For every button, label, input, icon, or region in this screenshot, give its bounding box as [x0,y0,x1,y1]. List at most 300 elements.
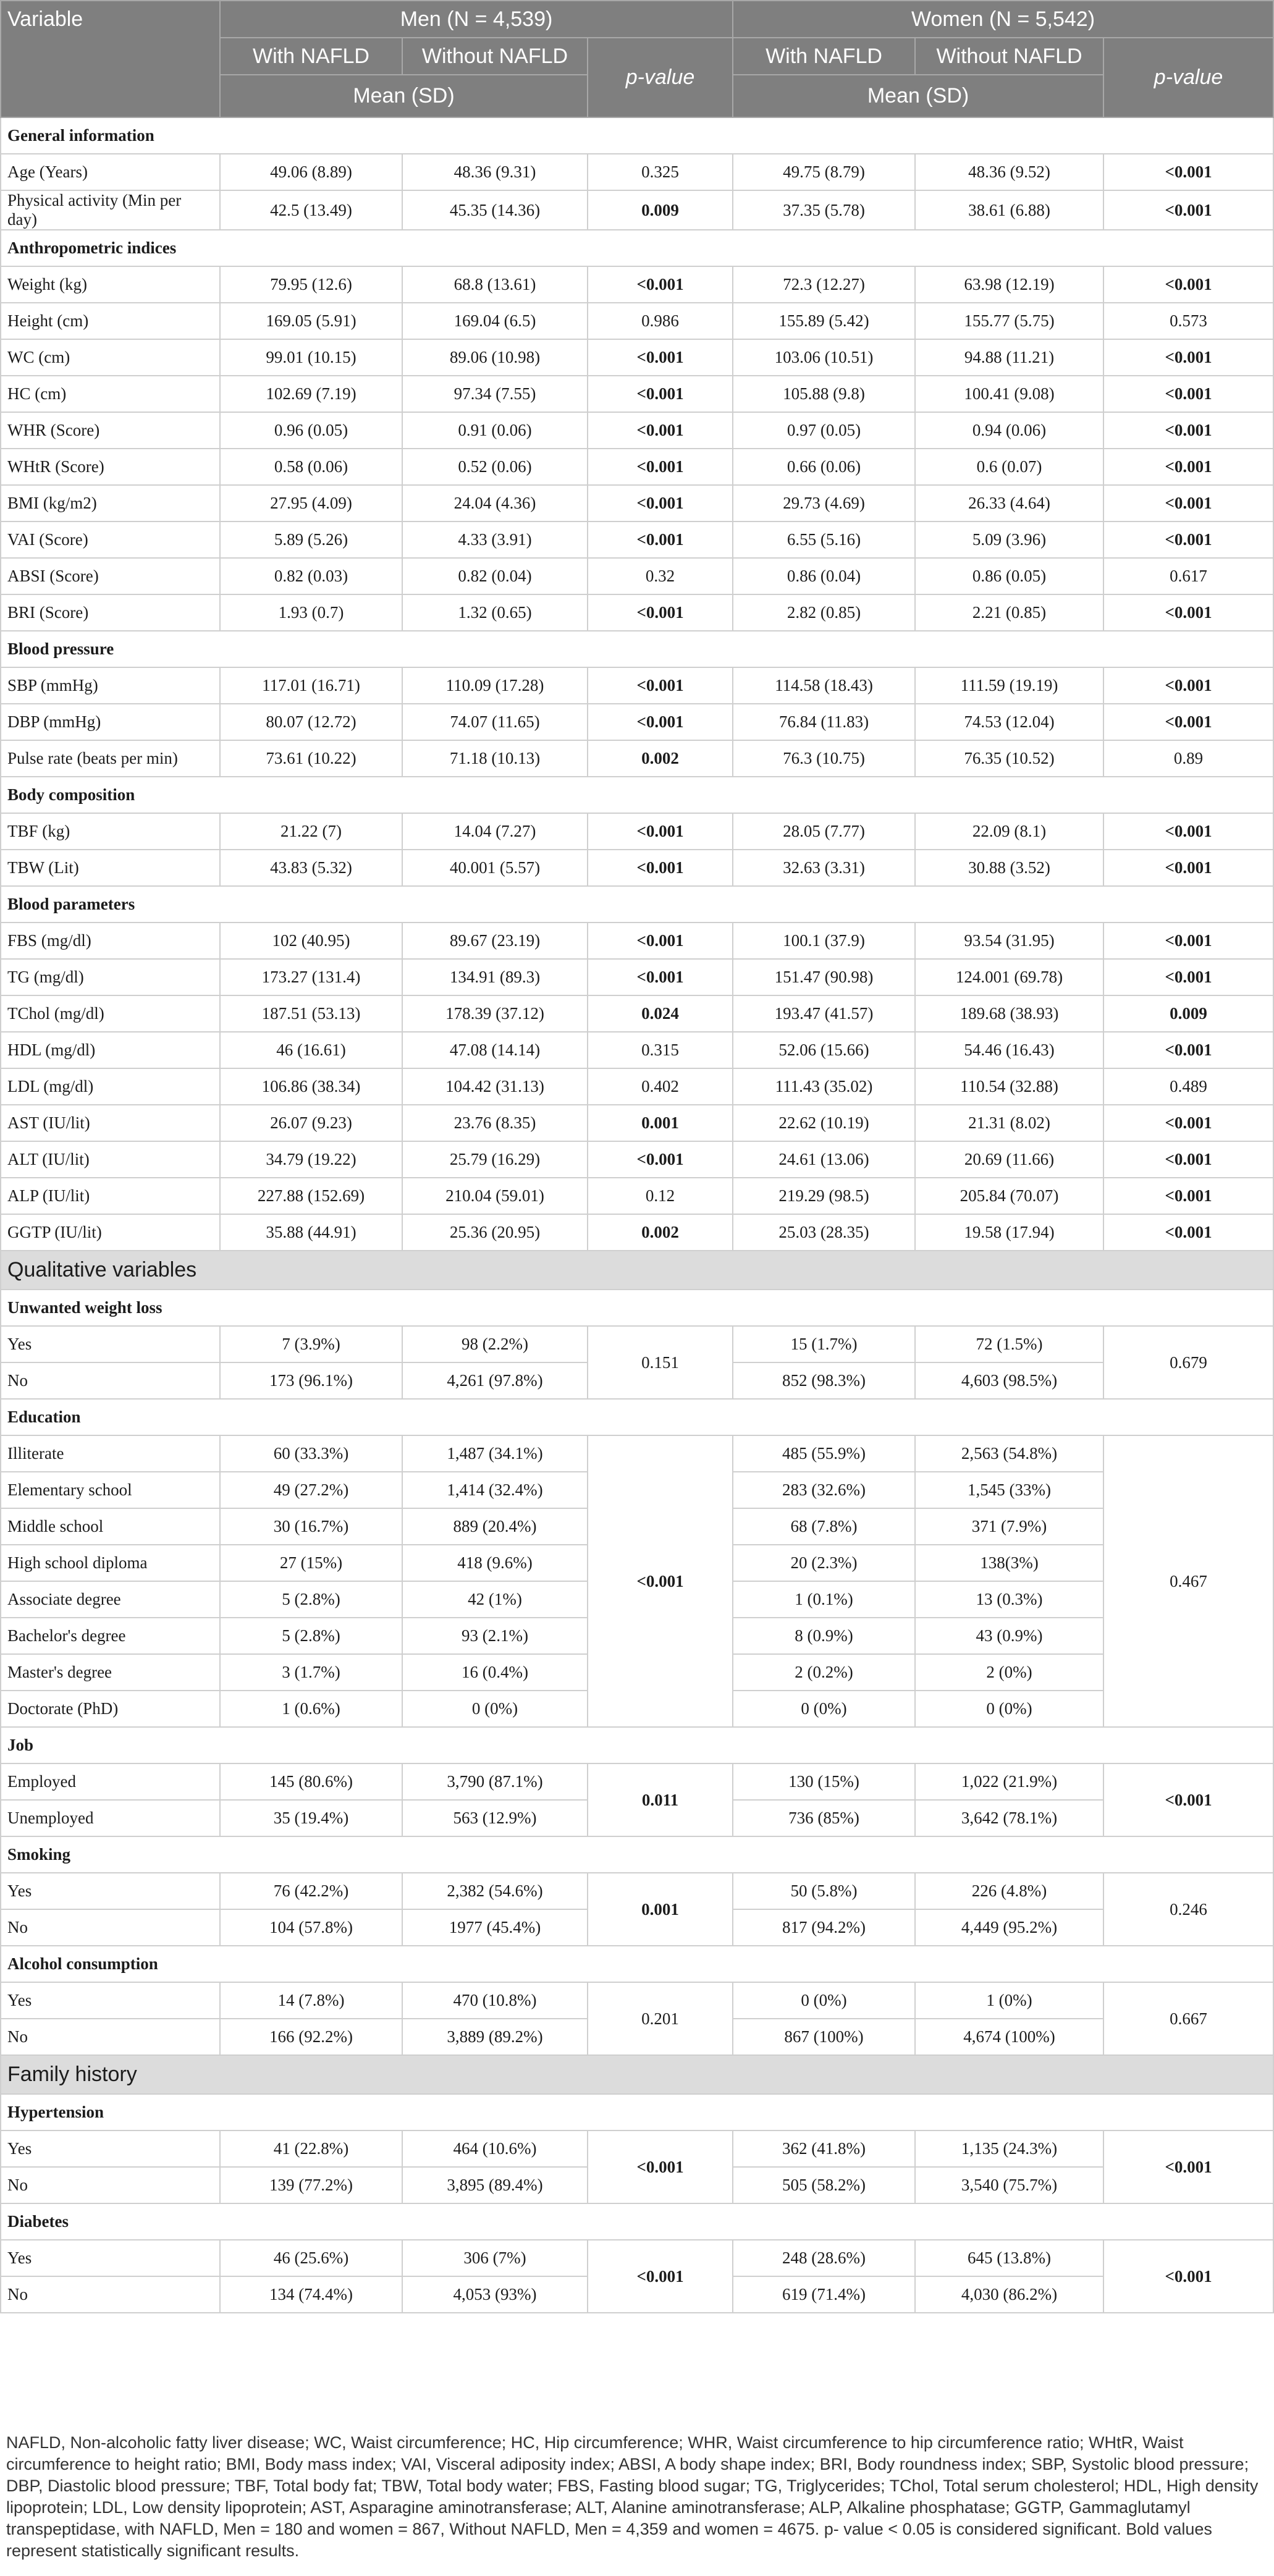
men-without-cell: 47.08 (14.14) [402,1032,588,1068]
men-with-cell: 104 (57.8%) [220,1909,402,1946]
men-pvalue-cell: <0.001 [588,1435,733,1727]
women-with-cell: 52.06 (15.66) [733,1032,915,1068]
women-without-cell: 0 (0%) [915,1691,1103,1727]
women-without-cell: 1,135 (24.3%) [915,2130,1103,2167]
women-without-cell: 5.09 (3.96) [915,522,1103,558]
men-with-cell: 76 (42.2%) [220,1873,402,1909]
men-with-cell: 169.05 (5.91) [220,303,402,339]
row-label: Pulse rate (beats per min) [1,740,220,777]
women-with-cell: 100.1 (37.9) [733,923,915,959]
men-with-cell: 73.61 (10.22) [220,740,402,777]
table-row [1,412,1273,449]
men-pvalue-cell: <0.001 [588,667,733,704]
row-label: FBS (mg/dl) [1,923,220,959]
men-without-cell: 0 (0%) [402,1691,588,1727]
table-row [1,704,1273,740]
men-pvalue-cell: 0.011 [588,1763,733,1836]
men-with-cell: 166 (92.2%) [220,2019,402,2055]
men-without-cell: 2,382 (54.6%) [402,1873,588,1909]
men-with-cell: 46 (25.6%) [220,2240,402,2276]
table-row [1,1326,1273,1362]
row-label: WHtR (Score) [1,449,220,485]
table-row [1,923,1273,959]
group-label: Alcohol consumption [1,1946,1273,1982]
row-label: TG (mg/dl) [1,959,220,995]
row-label: Age (Years) [1,154,220,190]
table-row [1,303,1273,339]
women-with-cell: 2.82 (0.85) [733,594,915,631]
men-without-cell: 74.07 (11.65) [402,704,588,740]
women-pvalue-cell: <0.001 [1103,1178,1273,1214]
men-without-cell: 306 (7%) [402,2240,588,2276]
women-without-cell: 43 (0.9%) [915,1618,1103,1654]
men-without-cell: 1,414 (32.4%) [402,1472,588,1508]
women-with-cell: 37.35 (5.78) [733,190,915,230]
women-with-cell: 25.03 (28.35) [733,1214,915,1251]
row-label: No [1,2276,220,2313]
men-without-cell: 68.8 (13.61) [402,266,588,303]
table-row [1,1178,1273,1214]
men-pvalue-cell: <0.001 [588,923,733,959]
row-label: Middle school [1,1508,220,1545]
men-pvalue-cell: <0.001 [588,339,733,376]
men-pvalue-cell: 0.986 [588,303,733,339]
table-header [1,1,1273,117]
men-without-cell: 3,790 (87.1%) [402,1763,588,1800]
men-with-cell: 34.79 (19.22) [220,1141,402,1178]
women-pvalue-cell: <0.001 [1103,339,1273,376]
row-label: Elementary school [1,1472,220,1508]
men-pvalue-cell: <0.001 [588,376,733,412]
women-without-cell: 13 (0.3%) [915,1581,1103,1618]
women-with-cell: 24.61 (13.06) [733,1141,915,1178]
men-with-cell: 0.96 (0.05) [220,412,402,449]
row-label: Master's degree [1,1654,220,1691]
men-pvalue-cell: 0.001 [588,1105,733,1141]
group-label: Unwanted weight loss [1,1290,1273,1326]
row-label: TChol (mg/dl) [1,995,220,1032]
men-with-cell: 3 (1.7%) [220,1654,402,1691]
women-pvalue-cell: <0.001 [1103,2130,1273,2203]
group-label: Hypertension [1,2094,1273,2130]
women-without-cell: 155.77 (5.75) [915,303,1103,339]
women-pvalue-cell: 0.246 [1103,1873,1273,1946]
women-pvalue-cell: <0.001 [1103,813,1273,850]
row-label: Illiterate [1,1435,220,1472]
men-with-cell: 49.06 (8.89) [220,154,402,190]
group-row [1,1836,1273,1873]
men-without-cell: 1,487 (34.1%) [402,1435,588,1472]
women-pvalue-cell: <0.001 [1103,704,1273,740]
men-pvalue-cell: 0.12 [588,1178,733,1214]
table-row [1,1068,1273,1105]
women-pvalue-cell: <0.001 [1103,959,1273,995]
group-label: Body composition [1,777,1273,813]
men-pvalue-cell: 0.151 [588,1326,733,1399]
row-label: Weight (kg) [1,266,220,303]
table-row [1,1032,1273,1068]
group-label: Blood parameters [1,886,1273,923]
men-without-cell: 0.52 (0.06) [402,449,588,485]
women-pvalue-cell: <0.001 [1103,1214,1273,1251]
table-row [1,995,1273,1032]
women-with-cell: 362 (41.8%) [733,2130,915,2167]
table-row [1,190,1273,230]
men-with-cell: 49 (27.2%) [220,1472,402,1508]
women-without-cell: 4,674 (100%) [915,2019,1103,2055]
women-with-cell: 248 (28.6%) [733,2240,915,2276]
women-without-cell: 72 (1.5%) [915,1326,1103,1362]
women-without-cell: 2.21 (0.85) [915,594,1103,631]
header-women-pvalue: p-value [1103,38,1273,117]
women-with-cell: 22.62 (10.19) [733,1105,915,1141]
men-pvalue-cell: 0.002 [588,740,733,777]
men-without-cell: 89.67 (23.19) [402,923,588,959]
men-without-cell: 0.82 (0.04) [402,558,588,594]
women-with-cell: 151.47 (90.98) [733,959,915,995]
men-pvalue-cell: <0.001 [588,959,733,995]
men-with-cell: 41 (22.8%) [220,2130,402,2167]
row-label: WHR (Score) [1,412,220,449]
row-label: No [1,2019,220,2055]
women-with-cell: 130 (15%) [733,1763,915,1800]
women-pvalue-cell: <0.001 [1103,923,1273,959]
men-pvalue-cell: <0.001 [588,704,733,740]
men-with-cell: 173 (96.1%) [220,1362,402,1399]
row-label: No [1,2167,220,2203]
group-label: Blood pressure [1,631,1273,667]
women-with-cell: 485 (55.9%) [733,1435,915,1472]
header-men: Men (N = 4,539) [220,1,733,38]
table-row [1,558,1273,594]
header-women-without: Without NAFLD [915,38,1103,75]
women-without-cell: 138(3%) [915,1545,1103,1581]
men-without-cell: 48.36 (9.31) [402,154,588,190]
men-without-cell: 4,261 (97.8%) [402,1362,588,1399]
group-label: Education [1,1399,1273,1435]
women-pvalue-cell: <0.001 [1103,154,1273,190]
table-row [1,1141,1273,1178]
women-without-cell: 26.33 (4.64) [915,485,1103,522]
table-row [1,376,1273,412]
table-row [1,1873,1273,1909]
women-with-cell: 736 (85%) [733,1800,915,1836]
women-pvalue-cell: <0.001 [1103,449,1273,485]
women-pvalue-cell: 0.617 [1103,558,1273,594]
women-with-cell: 619 (71.4%) [733,2276,915,2313]
men-without-cell: 25.79 (16.29) [402,1141,588,1178]
women-without-cell: 74.53 (12.04) [915,704,1103,740]
men-pvalue-cell: 0.002 [588,1214,733,1251]
women-with-cell: 852 (98.3%) [733,1362,915,1399]
men-pvalue-cell: <0.001 [588,412,733,449]
men-without-cell: 418 (9.6%) [402,1545,588,1581]
women-with-cell: 76.84 (11.83) [733,704,915,740]
row-label: Height (cm) [1,303,220,339]
men-without-cell: 210.04 (59.01) [402,1178,588,1214]
section-row [1,2055,1273,2094]
row-label: HC (cm) [1,376,220,412]
men-without-cell: 71.18 (10.13) [402,740,588,777]
men-without-cell: 42 (1%) [402,1581,588,1618]
section-row [1,1251,1273,1290]
women-with-cell: 50 (5.8%) [733,1873,915,1909]
men-without-cell: 563 (12.9%) [402,1800,588,1836]
section-label: Family history [1,2055,1273,2094]
women-pvalue-cell: <0.001 [1103,2240,1273,2313]
women-pvalue-cell: 0.489 [1103,1068,1273,1105]
women-with-cell: 103.06 (10.51) [733,339,915,376]
men-pvalue-cell: 0.009 [588,190,733,230]
men-without-cell: 24.04 (4.36) [402,485,588,522]
header-variable: Variable [1,1,220,117]
group-label: Smoking [1,1836,1273,1873]
women-without-cell: 19.58 (17.94) [915,1214,1103,1251]
women-without-cell: 20.69 (11.66) [915,1141,1103,1178]
group-row [1,1399,1273,1435]
women-without-cell: 54.46 (16.43) [915,1032,1103,1068]
table-row [1,740,1273,777]
men-with-cell: 60 (33.3%) [220,1435,402,1472]
men-with-cell: 117.01 (16.71) [220,667,402,704]
women-with-cell: 0.86 (0.04) [733,558,915,594]
row-label: BMI (kg/m2) [1,485,220,522]
row-label: Yes [1,1873,220,1909]
women-without-cell: 1,022 (21.9%) [915,1763,1103,1800]
men-without-cell: 25.36 (20.95) [402,1214,588,1251]
women-with-cell: 32.63 (3.31) [733,850,915,886]
women-with-cell: 76.3 (10.75) [733,740,915,777]
men-with-cell: 102.69 (7.19) [220,376,402,412]
women-with-cell: 0.66 (0.06) [733,449,915,485]
table-row [1,522,1273,558]
women-with-cell: 283 (32.6%) [733,1472,915,1508]
men-pvalue-cell: 0.402 [588,1068,733,1105]
men-without-cell: 134.91 (89.3) [402,959,588,995]
group-row [1,230,1273,266]
men-with-cell: 5.89 (5.26) [220,522,402,558]
row-label: WC (cm) [1,339,220,376]
men-without-cell: 97.34 (7.55) [402,376,588,412]
women-without-cell: 30.88 (3.52) [915,850,1103,886]
table-row [1,667,1273,704]
row-label: ALT (IU/lit) [1,1141,220,1178]
women-pvalue-cell: <0.001 [1103,850,1273,886]
men-pvalue-cell: <0.001 [588,2240,733,2313]
women-with-cell: 193.47 (41.57) [733,995,915,1032]
row-label: Employed [1,1763,220,1800]
row-label: AST (IU/lit) [1,1105,220,1141]
men-pvalue-cell: 0.325 [588,154,733,190]
women-without-cell: 48.36 (9.52) [915,154,1103,190]
row-label: DBP (mmHg) [1,704,220,740]
men-without-cell: 14.04 (7.27) [402,813,588,850]
men-with-cell: 102 (40.95) [220,923,402,959]
table-row [1,154,1273,190]
women-with-cell: 817 (94.2%) [733,1909,915,1946]
women-pvalue-cell: 0.009 [1103,995,1273,1032]
group-label: Anthropometric indices [1,230,1273,266]
women-without-cell: 4,603 (98.5%) [915,1362,1103,1399]
women-without-cell: 76.35 (10.52) [915,740,1103,777]
group-row [1,1290,1273,1326]
table-row [1,813,1273,850]
men-pvalue-cell: 0.315 [588,1032,733,1068]
men-with-cell: 5 (2.8%) [220,1618,402,1654]
men-with-cell: 227.88 (152.69) [220,1178,402,1214]
men-without-cell: 889 (20.4%) [402,1508,588,1545]
women-with-cell: 867 (100%) [733,2019,915,2055]
women-with-cell: 505 (58.2%) [733,2167,915,2203]
men-with-cell: 1 (0.6%) [220,1691,402,1727]
women-without-cell: 94.88 (11.21) [915,339,1103,376]
women-without-cell: 0.94 (0.06) [915,412,1103,449]
women-with-cell: 29.73 (4.69) [733,485,915,522]
men-pvalue-cell: <0.001 [588,813,733,850]
men-with-cell: 99.01 (10.15) [220,339,402,376]
men-without-cell: 1977 (45.4%) [402,1909,588,1946]
group-row [1,631,1273,667]
women-pvalue-cell: 0.467 [1103,1435,1273,1727]
men-without-cell: 4.33 (3.91) [402,522,588,558]
women-without-cell: 111.59 (19.19) [915,667,1103,704]
women-without-cell: 189.68 (38.93) [915,995,1103,1032]
women-without-cell: 226 (4.8%) [915,1873,1103,1909]
women-with-cell: 0 (0%) [733,1982,915,2019]
table-row [1,959,1273,995]
table-footnote: NAFLD, Non-alcoholic fatty liver disease; WC, Waist circumference; HC, Hip circumference; WHR, Waist circumference to hip circumference ratio; WHtR, Waist circumference to height ratio; BMI, Body mass index; VAI, Visceral adiposity index; ABSI, A body shape index; BRI, Body roundness index; SBP, Systolic blood pressure; DBP, Diastolic blood pressure; TBF, Total body fat; TBW, Total body water; FBS, Fasting blood sugar; TG, Triglycerides; TChol, Total serum cholesterol; HDL, High density lipoprotein; LDL, Low density lipoprotein; AST, Asparagine aminotransferase; ALT, Alanine aminotransferase; ALP, Alkaline phosphatase; GGTP, Gammaglutamyl transpeptidase, with NAFLD, Men = 180 and women = 867, Without NAFLD, Men = 4,359 and women = 4675. p- value < 0.05 is considered significant. Bold values represent statistically significant results. [6,2433,1259,2560]
row-label: SBP (mmHg) [1,667,220,704]
women-pvalue-cell: <0.001 [1103,522,1273,558]
header-men-without: Without NAFLD [402,38,588,75]
women-without-cell: 2,563 (54.8%) [915,1435,1103,1472]
men-pvalue-cell: <0.001 [588,485,733,522]
men-pvalue-cell: 0.001 [588,1873,733,1946]
table-row [1,449,1273,485]
row-label: GGTP (IU/lit) [1,1214,220,1251]
row-label: TBF (kg) [1,813,220,850]
women-with-cell: 2 (0.2%) [733,1654,915,1691]
row-label: Unemployed [1,1800,220,1836]
table-row [1,339,1273,376]
women-with-cell: 111.43 (35.02) [733,1068,915,1105]
men-without-cell: 3,889 (89.2%) [402,2019,588,2055]
header-women-meansd: Mean (SD) [733,75,1103,117]
row-label: BRI (Score) [1,594,220,631]
women-with-cell: 8 (0.9%) [733,1618,915,1654]
women-with-cell: 49.75 (8.79) [733,154,915,190]
group-row [1,1946,1273,1982]
row-label: TBW (Lit) [1,850,220,886]
men-with-cell: 145 (80.6%) [220,1763,402,1800]
men-without-cell: 169.04 (6.5) [402,303,588,339]
group-label: General information [1,117,1273,154]
men-with-cell: 14 (7.8%) [220,1982,402,2019]
women-with-cell: 68 (7.8%) [733,1508,915,1545]
women-with-cell: 114.58 (18.43) [733,667,915,704]
men-with-cell: 27.95 (4.09) [220,485,402,522]
table-body [1,117,1273,2313]
women-pvalue-cell: <0.001 [1103,1763,1273,1836]
men-with-cell: 0.82 (0.03) [220,558,402,594]
row-label: Yes [1,2240,220,2276]
men-pvalue-cell: <0.001 [588,522,733,558]
row-label: Physical activity (Min per day) [1,190,220,230]
women-without-cell: 63.98 (12.19) [915,266,1103,303]
table-row [1,1982,1273,2019]
women-without-cell: 124.001 (69.78) [915,959,1103,995]
women-pvalue-cell: <0.001 [1103,594,1273,631]
men-without-cell: 178.39 (37.12) [402,995,588,1032]
women-with-cell: 72.3 (12.27) [733,266,915,303]
women-pvalue-cell: 0.679 [1103,1326,1273,1399]
women-without-cell: 4,030 (86.2%) [915,2276,1103,2313]
men-without-cell: 110.09 (17.28) [402,667,588,704]
men-without-cell: 3,895 (89.4%) [402,2167,588,2203]
women-pvalue-cell: <0.001 [1103,190,1273,230]
group-row [1,777,1273,813]
women-without-cell: 38.61 (6.88) [915,190,1103,230]
women-pvalue-cell: <0.001 [1103,376,1273,412]
men-without-cell: 0.91 (0.06) [402,412,588,449]
women-without-cell: 371 (7.9%) [915,1508,1103,1545]
table-row [1,594,1273,631]
women-without-cell: 645 (13.8%) [915,2240,1103,2276]
row-label: High school diploma [1,1545,220,1581]
header-men-pvalue: p-value [588,38,733,117]
men-with-cell: 26.07 (9.23) [220,1105,402,1141]
men-pvalue-cell: 0.201 [588,1982,733,2055]
men-with-cell: 5 (2.8%) [220,1581,402,1618]
row-label: ALP (IU/lit) [1,1178,220,1214]
men-with-cell: 134 (74.4%) [220,2276,402,2313]
group-row [1,886,1273,923]
men-without-cell: 89.06 (10.98) [402,339,588,376]
men-with-cell: 21.22 (7) [220,813,402,850]
header-men-with: With NAFLD [220,38,402,75]
women-pvalue-cell: <0.001 [1103,1105,1273,1141]
men-with-cell: 80.07 (12.72) [220,704,402,740]
women-without-cell: 22.09 (8.1) [915,813,1103,850]
men-pvalue-cell: <0.001 [588,850,733,886]
header-women-with: With NAFLD [733,38,915,75]
women-with-cell: 0 (0%) [733,1691,915,1727]
men-without-cell: 16 (0.4%) [402,1654,588,1691]
men-without-cell: 93 (2.1%) [402,1618,588,1654]
header-men-meansd: Mean (SD) [220,75,588,117]
men-with-cell: 46 (16.61) [220,1032,402,1068]
women-with-cell: 155.89 (5.42) [733,303,915,339]
group-row [1,2203,1273,2240]
men-with-cell: 106.86 (38.34) [220,1068,402,1105]
men-pvalue-cell: 0.32 [588,558,733,594]
men-pvalue-cell: <0.001 [588,449,733,485]
men-pvalue-cell: <0.001 [588,2130,733,2203]
women-without-cell: 100.41 (9.08) [915,376,1103,412]
group-row [1,1727,1273,1763]
women-with-cell: 219.29 (98.5) [733,1178,915,1214]
table-row [1,1105,1273,1141]
men-with-cell: 35.88 (44.91) [220,1214,402,1251]
women-pvalue-cell: <0.001 [1103,1141,1273,1178]
men-without-cell: 23.76 (8.35) [402,1105,588,1141]
women-without-cell: 93.54 (31.95) [915,923,1103,959]
men-without-cell: 470 (10.8%) [402,1982,588,2019]
women-pvalue-cell: <0.001 [1103,412,1273,449]
men-with-cell: 1.93 (0.7) [220,594,402,631]
women-without-cell: 205.84 (70.07) [915,1178,1103,1214]
men-without-cell: 104.42 (31.13) [402,1068,588,1105]
